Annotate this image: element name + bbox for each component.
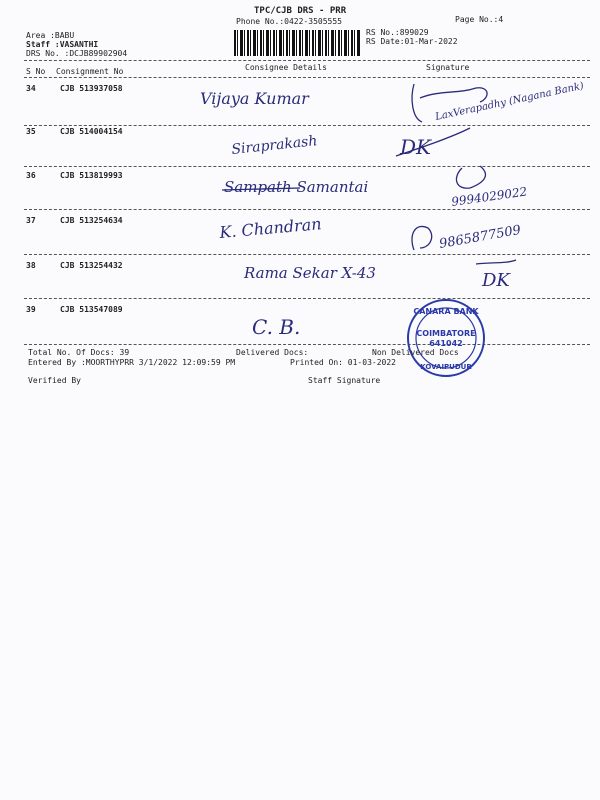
column-header-consignment: Consignment No bbox=[56, 67, 124, 76]
stamp-city: COIMBATORE bbox=[416, 329, 476, 338]
phone-number: Phone No.:0422-3505555 bbox=[236, 17, 342, 26]
staff-signature: Staff Signature bbox=[308, 376, 381, 385]
row-sno: 35 bbox=[26, 127, 36, 136]
handwritten-entries bbox=[190, 78, 590, 348]
header-divider bbox=[24, 60, 590, 61]
row-sno: 34 bbox=[26, 84, 36, 93]
signature-handwriting: DK bbox=[482, 270, 510, 291]
stamp-branch: KOVAIPUDUR bbox=[420, 363, 472, 371]
handwriting-row-35 bbox=[231, 128, 470, 159]
drs-number: DRS No. :DCJB89902904 bbox=[26, 49, 128, 58]
consignee-handwriting: C. B. bbox=[252, 315, 301, 339]
report-title: TPC/CJB DRS - PRR bbox=[254, 6, 347, 16]
signature-scribble bbox=[412, 226, 432, 250]
staff-label: Staff :VASANTHI bbox=[26, 40, 99, 49]
handwriting-row-39 bbox=[252, 315, 300, 339]
signature-handwriting: 9994029022 bbox=[450, 184, 529, 209]
handwriting-row-37 bbox=[218, 214, 522, 252]
row-consignment: CJB 513819993 bbox=[60, 171, 123, 180]
delivered-docs: Delivered Docs: bbox=[236, 348, 309, 357]
row-consignment: CJB 513547089 bbox=[60, 305, 123, 314]
column-header-consignee: Consignee Details bbox=[245, 63, 327, 72]
consignee-handwriting: Sampath Samantai bbox=[224, 178, 369, 196]
signature-scribble bbox=[456, 166, 485, 188]
consignee-handwriting: Vijaya Kumar bbox=[200, 89, 309, 108]
row-sno: 39 bbox=[26, 305, 36, 314]
handwriting-row-38 bbox=[243, 260, 516, 291]
handwriting-row-36 bbox=[222, 166, 528, 209]
area-label: Area :BABU bbox=[26, 31, 75, 40]
total-docs: Total No. Of Docs: 39 bbox=[28, 348, 130, 357]
non-delivered-docs: Non Delivered Docs bbox=[372, 348, 459, 357]
bank-stamp bbox=[404, 296, 488, 380]
row-consignment: CJB 514004154 bbox=[60, 127, 123, 136]
entered-by: Entered By :MOORTHYPRR 3/1/2022 12:09:59 PM bbox=[28, 358, 236, 367]
stamp-pin: 641042 bbox=[429, 339, 463, 348]
row-sno: 37 bbox=[26, 216, 36, 225]
drs-barcode bbox=[234, 30, 360, 56]
row-sno: 36 bbox=[26, 171, 36, 180]
signature-handwriting: LaxVerapadhy (Nagana Bank) bbox=[434, 80, 585, 123]
handwriting-row-34 bbox=[200, 81, 585, 123]
row-consignment: CJB 513937058 bbox=[60, 84, 123, 93]
column-header-signature: Signature bbox=[426, 63, 470, 72]
row-consignment: CJB 513254432 bbox=[60, 261, 123, 270]
consignee-handwriting: Siraprakash bbox=[230, 133, 319, 158]
column-header-sno: S No bbox=[26, 67, 46, 76]
signature-handwriting: DK bbox=[400, 135, 431, 159]
consignee-handwriting: Rama Sekar X-43 bbox=[244, 264, 376, 282]
signature-handwriting: 9865877509 bbox=[438, 222, 523, 252]
row-consignment: CJB 513254634 bbox=[60, 216, 123, 225]
row-sno: 38 bbox=[26, 261, 36, 270]
rs-number: RS No.:899029 bbox=[366, 28, 429, 37]
stamp-bank-name: CANARA BANK bbox=[413, 307, 479, 316]
printed-on: Printed On: 01-03-2022 bbox=[290, 358, 396, 367]
signature-scribble bbox=[476, 260, 516, 264]
consignee-handwriting: K. Chandran bbox=[218, 214, 323, 242]
verified-by: Verified By bbox=[28, 376, 81, 385]
rs-date: RS Date:01-Mar-2022 bbox=[366, 37, 458, 46]
page-number: Page No.:4 bbox=[455, 15, 504, 24]
